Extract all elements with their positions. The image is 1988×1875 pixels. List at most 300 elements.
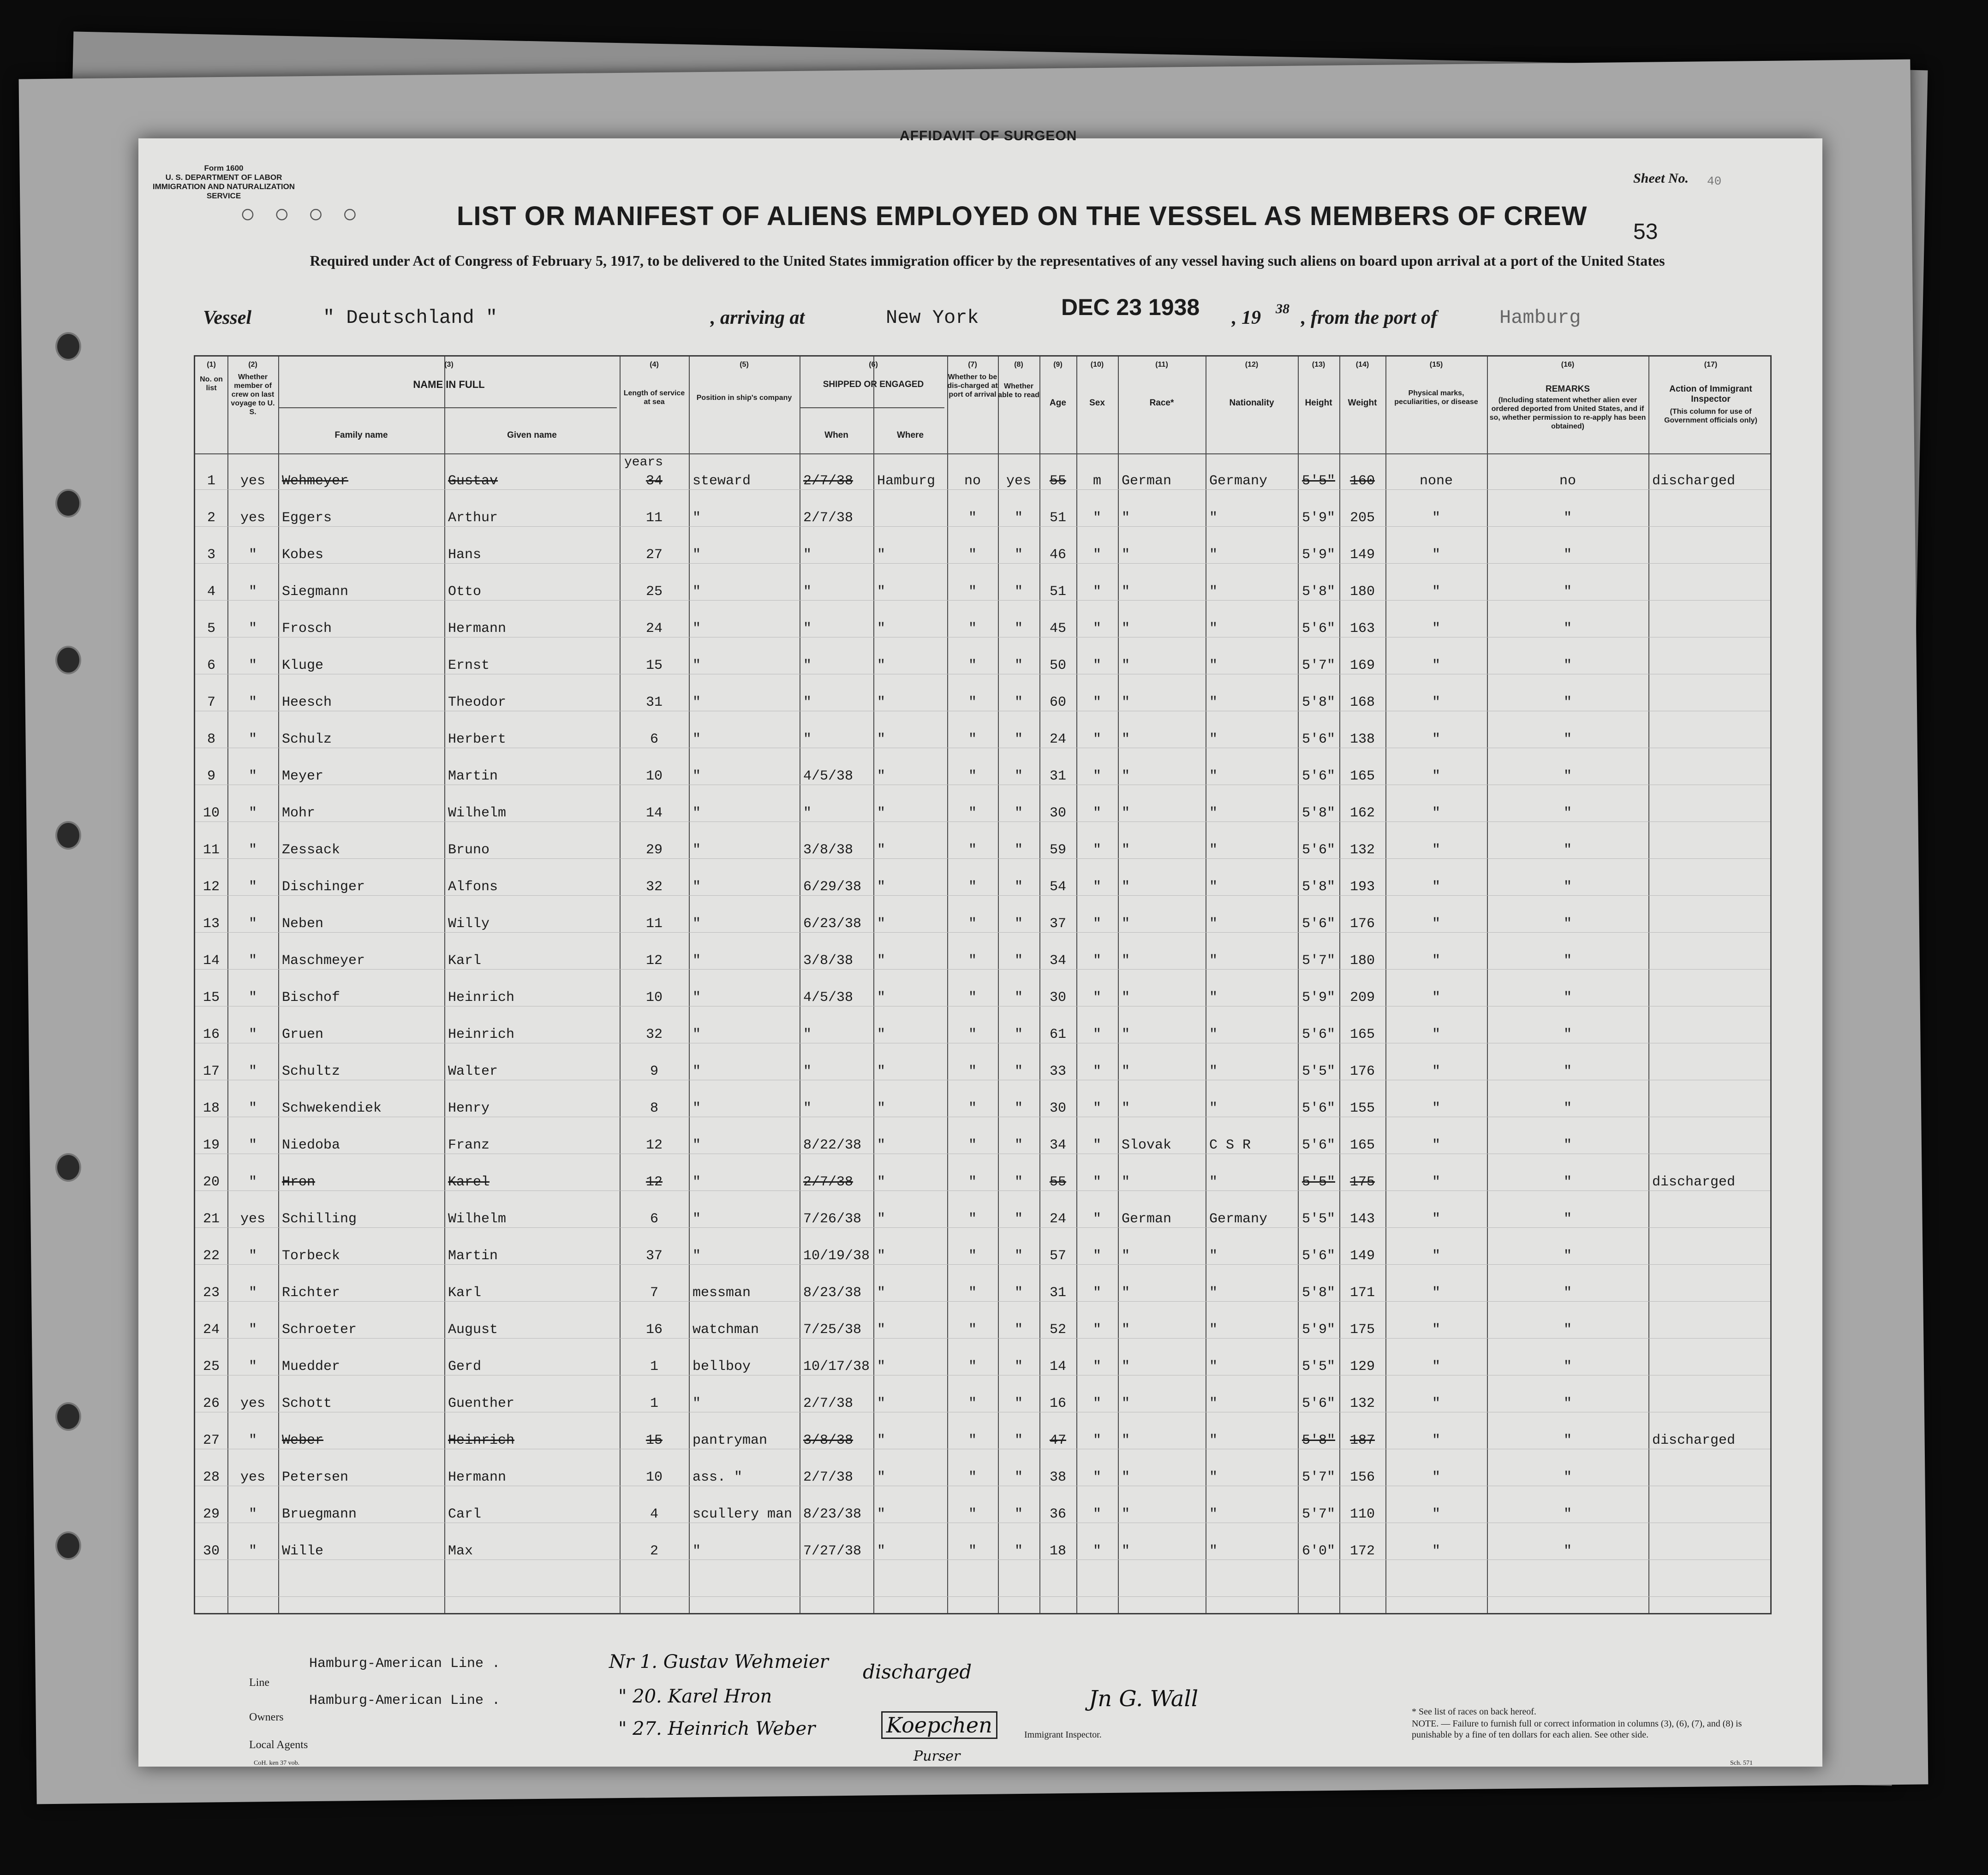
cell-when: 10/17/38 [803, 1359, 870, 1375]
binder-hole [55, 821, 81, 850]
column-number: (16) [1561, 361, 1575, 369]
cell-weight: 168 [1349, 695, 1375, 710]
cell-sex: " [1093, 1027, 1101, 1042]
cell-prev: " [248, 1322, 257, 1338]
cell-height: 5'6" [1301, 1396, 1335, 1411]
header-rule [195, 453, 1770, 454]
cell-family: Gruen [282, 1027, 324, 1042]
cell-read: " [1014, 547, 1023, 563]
cell-race: " [1122, 953, 1130, 969]
affidavit-heading: AFFIDAVIT OF SURGEON [900, 128, 1077, 143]
cell-position: " [693, 1543, 701, 1559]
column-number: (7) [968, 361, 977, 369]
cell-remarks: no [1559, 473, 1576, 489]
cell-age: 37 [1049, 916, 1066, 932]
cell-family: Weber [282, 1433, 324, 1448]
cell-read: " [1014, 842, 1023, 858]
cell-remarks: " [1563, 1064, 1572, 1079]
cell-service: 9 [650, 1064, 658, 1079]
cell-no: 17 [203, 1064, 220, 1079]
cell-when: 8/23/38 [803, 1506, 862, 1522]
cell-given: Wilhelm [448, 805, 507, 821]
cell-age: 54 [1049, 879, 1066, 895]
cell-service: 6 [650, 732, 658, 747]
column-header-position: Position in ship's company [696, 394, 792, 402]
cell-physical: " [1432, 1322, 1440, 1338]
crew-row [195, 905, 1770, 942]
cell-position: " [693, 510, 701, 526]
vessel-line [171, 294, 1739, 339]
column-header-remarks-note: (Including statement whether alien ever ordered deported from United States, and if so, whether permission to re-apply has been obtained) [1489, 396, 1646, 430]
cell-family: Schulz [282, 732, 332, 747]
binder-hole [55, 332, 81, 361]
cell-weight: 155 [1349, 1101, 1375, 1116]
crew-row [195, 758, 1770, 795]
crew-row [195, 610, 1770, 647]
cell-race: " [1122, 1248, 1130, 1264]
cell-nat: " [1209, 732, 1218, 747]
cell-given: Wilhelm [448, 1211, 507, 1227]
cell-height: 5'9" [1301, 990, 1335, 1006]
cell-race: " [1122, 547, 1130, 563]
cell-given: August [448, 1322, 498, 1338]
cell-no: 14 [203, 953, 220, 969]
cell-when: 7/27/38 [803, 1543, 862, 1559]
cell-sex: " [1093, 805, 1101, 821]
cell-weight: 176 [1349, 916, 1375, 932]
cell-height: 5'9" [1301, 547, 1335, 563]
cell-read: " [1014, 1211, 1023, 1227]
cell-sex: " [1093, 1506, 1101, 1522]
column-header-physical: Physical marks, peculiarities, or disease [1394, 389, 1478, 406]
cell-no: 21 [203, 1211, 220, 1227]
cell-physical: " [1432, 1359, 1440, 1375]
cell-age: 51 [1049, 510, 1066, 526]
fine-note: NOTE. — Failure to furnish full or correct information in columns (3), (6), (7), and (8) is punishable by a fine of ten dollars for each alien. See other side. [1412, 1719, 1742, 1740]
cell-age: 24 [1049, 1211, 1066, 1227]
cell-sex: " [1093, 621, 1101, 637]
cell-read: " [1014, 695, 1023, 710]
cell-weight: 160 [1349, 473, 1375, 489]
cell-disch: " [968, 732, 977, 747]
cell-service: 4 [650, 1506, 658, 1522]
line-label: Line [249, 1677, 269, 1689]
cell-height: 5'8" [1301, 1285, 1335, 1301]
cell-disch: " [968, 584, 977, 600]
cell-family: Hron [282, 1174, 316, 1190]
cell-physical: " [1432, 768, 1440, 784]
cell-family: Kluge [282, 658, 324, 673]
column-number: (1) [207, 361, 216, 369]
cell-when: " [803, 621, 812, 637]
cell-position: " [693, 695, 701, 710]
cell-race: " [1122, 1433, 1130, 1448]
cell-disch: " [968, 547, 977, 563]
cell-disch: " [968, 953, 977, 969]
cell-physical: " [1432, 879, 1440, 895]
sheet-number-label: Sheet No. [1633, 171, 1689, 186]
cell-family: Schott [282, 1396, 332, 1411]
cell-family: Muedder [282, 1359, 340, 1375]
cell-read: " [1014, 879, 1023, 895]
cell-where: " [877, 1285, 886, 1301]
cell-position: messman [693, 1285, 751, 1301]
cell-prev: " [248, 621, 257, 637]
cell-prev: " [248, 1359, 257, 1375]
cell-service: 14 [645, 805, 663, 821]
cell-sex: " [1093, 1174, 1101, 1190]
cell-read: " [1014, 916, 1023, 932]
cell-sex: " [1093, 953, 1101, 969]
cell-physical: " [1432, 1433, 1440, 1448]
cell-weight: 209 [1349, 990, 1375, 1006]
cell-disch: " [968, 990, 977, 1006]
cell-where: " [877, 1064, 886, 1079]
cell-position: scullery man [693, 1506, 793, 1522]
cell-race: " [1122, 1285, 1130, 1301]
cell-prev: " [248, 916, 257, 932]
cell-nat: " [1209, 621, 1218, 637]
cell-no: 29 [203, 1506, 220, 1522]
form-number [148, 164, 300, 201]
column-header-weight: Weight [1348, 398, 1377, 408]
subheader-rule [800, 407, 944, 408]
cell-given: Herbert [448, 732, 507, 747]
cell-read: " [1014, 1137, 1023, 1153]
cell-read: " [1014, 1506, 1023, 1522]
cell-read: " [1014, 1543, 1023, 1559]
handwritten-discharged: discharged [863, 1661, 972, 1683]
cell-height: 5'7" [1301, 1470, 1335, 1485]
cell-sex: " [1093, 1064, 1101, 1079]
cell-race: " [1122, 1396, 1130, 1411]
cell-service: 10 [645, 990, 663, 1006]
cell-family: Neben [282, 916, 324, 932]
cell-sex: " [1093, 1211, 1101, 1227]
cell-nat: " [1209, 1174, 1218, 1190]
cell-remarks: " [1563, 916, 1572, 932]
cell-physical: " [1432, 547, 1440, 563]
cell-family: Wehmeyer [282, 473, 349, 489]
column-header-shipped: SHIPPED OR ENGAGED [823, 380, 924, 389]
cell-prev: " [248, 953, 257, 969]
cell-prev: yes [240, 510, 265, 526]
cell-given: Willy [448, 916, 490, 932]
cell-remarks: " [1563, 768, 1572, 784]
cell-read: " [1014, 1285, 1023, 1301]
cell-no: 25 [203, 1359, 220, 1375]
crew-row [195, 979, 1770, 1016]
column-number: (14) [1355, 361, 1369, 369]
cell-read: " [1014, 805, 1023, 821]
crew-row [195, 1496, 1770, 1533]
cell-physical: " [1432, 695, 1440, 710]
cell-when: 8/22/38 [803, 1137, 862, 1153]
crew-row [195, 832, 1770, 869]
cell-when: 2/7/38 [803, 473, 854, 489]
cell-physical: " [1432, 1027, 1440, 1042]
cell-where: " [877, 621, 886, 637]
cell-prev: yes [240, 473, 265, 489]
column-header-action-note: (This column for use of Government officials only) [1664, 408, 1757, 424]
cell-family: Schultz [282, 1064, 340, 1079]
cell-read: " [1014, 658, 1023, 673]
cell-height: 5'8" [1301, 805, 1335, 821]
cell-where: " [877, 1470, 886, 1485]
cell-weight: 110 [1349, 1506, 1375, 1522]
page-subtitle: Required under Act of Congress of February 5, 1917, to be delivered to the United States immigration officer by the representatives of any vessel having such aliens on board upon arrival at a port of the United States [310, 252, 1665, 269]
cell-prev: " [248, 1174, 257, 1190]
cell-position: " [693, 732, 701, 747]
cell-where: " [877, 805, 886, 821]
cell-read: " [1014, 1470, 1023, 1485]
cell-remarks: " [1563, 1248, 1572, 1264]
cell-read: " [1014, 768, 1023, 784]
cell-age: 36 [1049, 1506, 1066, 1522]
cell-position: " [693, 547, 701, 563]
binder-hole [55, 489, 81, 518]
cell-when: 8/23/38 [803, 1285, 862, 1301]
crew-row [195, 536, 1770, 573]
cell-remarks: " [1563, 1359, 1572, 1375]
footer-section [194, 1642, 1772, 1771]
cell-family: Schroeter [282, 1322, 357, 1338]
cell-service: 29 [645, 842, 663, 858]
cell-weight: 175 [1349, 1322, 1375, 1338]
cell-position: " [693, 1137, 701, 1153]
cell-age: 30 [1049, 1101, 1066, 1116]
cell-family: Heesch [282, 695, 332, 710]
cell-nat: " [1209, 1248, 1218, 1264]
arrival-port: New York [886, 307, 979, 329]
column-number: (15) [1429, 361, 1443, 369]
cell-disch: " [968, 1285, 977, 1301]
cell-where: " [877, 584, 886, 600]
cell-sex: " [1093, 990, 1101, 1006]
cell-when: " [803, 547, 812, 563]
column-header-length-service: Length of service at sea [623, 389, 685, 406]
cell-nat: C S R [1209, 1137, 1251, 1153]
cell-service: 1 [650, 1359, 658, 1375]
crew-row [195, 500, 1770, 536]
cell-age: 60 [1049, 695, 1066, 710]
crew-row [195, 795, 1770, 832]
crew-row [195, 1311, 1770, 1348]
cell-given: Hermann [448, 621, 507, 637]
cell-when: 4/5/38 [803, 990, 854, 1006]
cell-service: 15 [645, 658, 663, 673]
cell-no: 24 [203, 1322, 220, 1338]
punch-mark-circles: ○○○○ [240, 199, 376, 228]
cell-nat: Germany [1209, 1211, 1268, 1227]
column-header-given-name: Given name [507, 430, 557, 440]
column-number: (11) [1155, 361, 1168, 369]
cell-service: 11 [645, 510, 663, 526]
cell-age: 55 [1049, 473, 1066, 489]
cell-remarks: " [1563, 879, 1572, 895]
cell-height: 5'8" [1301, 695, 1335, 710]
cell-weight: 187 [1349, 1433, 1375, 1448]
crew-table [194, 355, 1772, 1614]
cell-nat: " [1209, 1322, 1218, 1338]
cell-remarks: " [1563, 1433, 1572, 1448]
cell-race: German [1122, 473, 1172, 489]
cell-disch: " [968, 1359, 977, 1375]
cell-position: pantryman [693, 1433, 768, 1448]
cell-physical: " [1432, 990, 1440, 1006]
cell-race: " [1122, 1101, 1130, 1116]
cell-where: " [877, 1027, 886, 1042]
cell-position: steward [693, 473, 751, 489]
cell-age: 57 [1049, 1248, 1066, 1264]
cell-service: 10 [645, 768, 663, 784]
cell-given: Henry [448, 1101, 490, 1116]
cell-when: " [803, 584, 812, 600]
cell-weight: 156 [1349, 1470, 1375, 1485]
cell-where: " [877, 990, 886, 1006]
cell-age: 18 [1049, 1543, 1066, 1559]
cell-position: " [693, 842, 701, 858]
cell-position: " [693, 1248, 701, 1264]
manifest-sheet [138, 128, 1822, 1767]
column-header-no-on-list: No. on list [200, 375, 223, 392]
cell-sex: m [1093, 473, 1101, 489]
cell-disch: " [968, 1543, 977, 1559]
form-line: Form 1600 [204, 164, 244, 173]
cell-given: Karl [448, 1285, 482, 1301]
binder-hole [55, 1531, 81, 1560]
owners-value: Hamburg-American Line . [309, 1693, 501, 1708]
cell-weight: 149 [1349, 547, 1375, 563]
cell-sex: " [1093, 510, 1101, 526]
cell-prev: yes [240, 1396, 265, 1411]
cell-disch: " [968, 1248, 977, 1264]
cell-where: " [877, 547, 886, 563]
cell-when: " [803, 1064, 812, 1079]
crew-row [195, 647, 1770, 684]
cell-position: " [693, 621, 701, 637]
cell-no: 12 [203, 879, 220, 895]
cell-read: " [1014, 1174, 1023, 1190]
cell-family: Siegmann [282, 584, 349, 600]
cell-weight: 165 [1349, 1137, 1375, 1153]
cell-given: Bruno [448, 842, 490, 858]
cell-race: " [1122, 1174, 1130, 1190]
cell-given: Max [448, 1543, 473, 1559]
cell-nat: " [1209, 916, 1218, 932]
cell-prev: " [248, 1285, 257, 1301]
column-number: (6) [869, 361, 878, 369]
cell-prev: " [248, 547, 257, 563]
cell-where: " [877, 879, 886, 895]
cell-where: " [877, 1248, 886, 1264]
form-line: U. S. DEPARTMENT OF LABOR [165, 173, 282, 182]
cell-position: watchman [693, 1322, 759, 1338]
cell-physical: " [1432, 805, 1440, 821]
cell-given: Arthur [448, 510, 498, 526]
cell-service: 15 [645, 1433, 663, 1448]
cell-nat: " [1209, 1506, 1218, 1522]
binder-holes [37, 138, 129, 1707]
cell-disch: " [968, 916, 977, 932]
cell-read: " [1014, 1248, 1023, 1264]
cell-where: " [877, 1543, 886, 1559]
cell-physical: " [1432, 621, 1440, 637]
cell-read: " [1014, 953, 1023, 969]
cell-prev: " [248, 1506, 257, 1522]
cell-when: 2/7/38 [803, 510, 854, 526]
cell-nat: " [1209, 1470, 1218, 1485]
cell-read: " [1014, 1064, 1023, 1079]
cell-disch: " [968, 695, 977, 710]
cell-remarks: " [1563, 658, 1572, 673]
crew-row [195, 1053, 1770, 1090]
cell-weight: 165 [1349, 768, 1375, 784]
cell-given: Heinrich [448, 1433, 515, 1448]
cell-weight: 175 [1349, 1174, 1375, 1190]
cell-weight: 172 [1349, 1543, 1375, 1559]
from-port: Hamburg [1499, 307, 1581, 329]
cell-disch: " [968, 805, 977, 821]
cell-service: 25 [645, 584, 663, 600]
cell-given: Otto [448, 584, 482, 600]
cell-family: Maschmeyer [282, 953, 365, 969]
cell-sex: " [1093, 695, 1101, 710]
cell-service: 34 [645, 473, 663, 489]
cell-given: Karel [448, 1174, 490, 1190]
cell-nat: " [1209, 695, 1218, 710]
cell-read: " [1014, 1396, 1023, 1411]
cell-height: 5'6" [1301, 732, 1335, 747]
cell-nat: " [1209, 768, 1218, 784]
cell-position: " [693, 1396, 701, 1411]
cell-weight: 171 [1349, 1285, 1375, 1301]
cell-prev: " [248, 1064, 257, 1079]
cell-physical: none [1419, 473, 1453, 489]
cell-race: " [1122, 805, 1130, 821]
cell-physical: " [1432, 1543, 1440, 1559]
cell-weight: 132 [1349, 842, 1375, 858]
cell-family: Meyer [282, 768, 324, 784]
cell-nat: " [1209, 1285, 1218, 1301]
cell-service: 10 [645, 1470, 663, 1485]
cell-race: " [1122, 621, 1130, 637]
cell-nat: " [1209, 1433, 1218, 1448]
cell-when: " [803, 1101, 812, 1116]
cell-disch: " [968, 879, 977, 895]
cell-given: Heinrich [448, 990, 515, 1006]
cell-height: 5'6" [1301, 1101, 1335, 1116]
cell-action: discharged [1652, 1433, 1736, 1448]
cell-service: 8 [650, 1101, 658, 1116]
cell-given: Franz [448, 1137, 490, 1153]
binder-hole [55, 646, 81, 674]
crew-row [195, 1422, 1770, 1459]
cell-height: 5'6" [1301, 1027, 1335, 1042]
cell-when: 6/29/38 [803, 879, 862, 895]
cell-position: ass. " [693, 1470, 743, 1485]
cell-remarks: " [1563, 510, 1572, 526]
cell-read: " [1014, 1101, 1023, 1116]
cell-given: Hans [448, 547, 482, 563]
cell-family: Schwekendiek [282, 1101, 382, 1116]
cell-height: 5'5" [1301, 1174, 1335, 1190]
crew-row [195, 1385, 1770, 1422]
cell-physical: " [1432, 1101, 1440, 1116]
crew-row [195, 1127, 1770, 1164]
cell-weight: 132 [1349, 1396, 1375, 1411]
cell-physical: " [1432, 1248, 1440, 1264]
